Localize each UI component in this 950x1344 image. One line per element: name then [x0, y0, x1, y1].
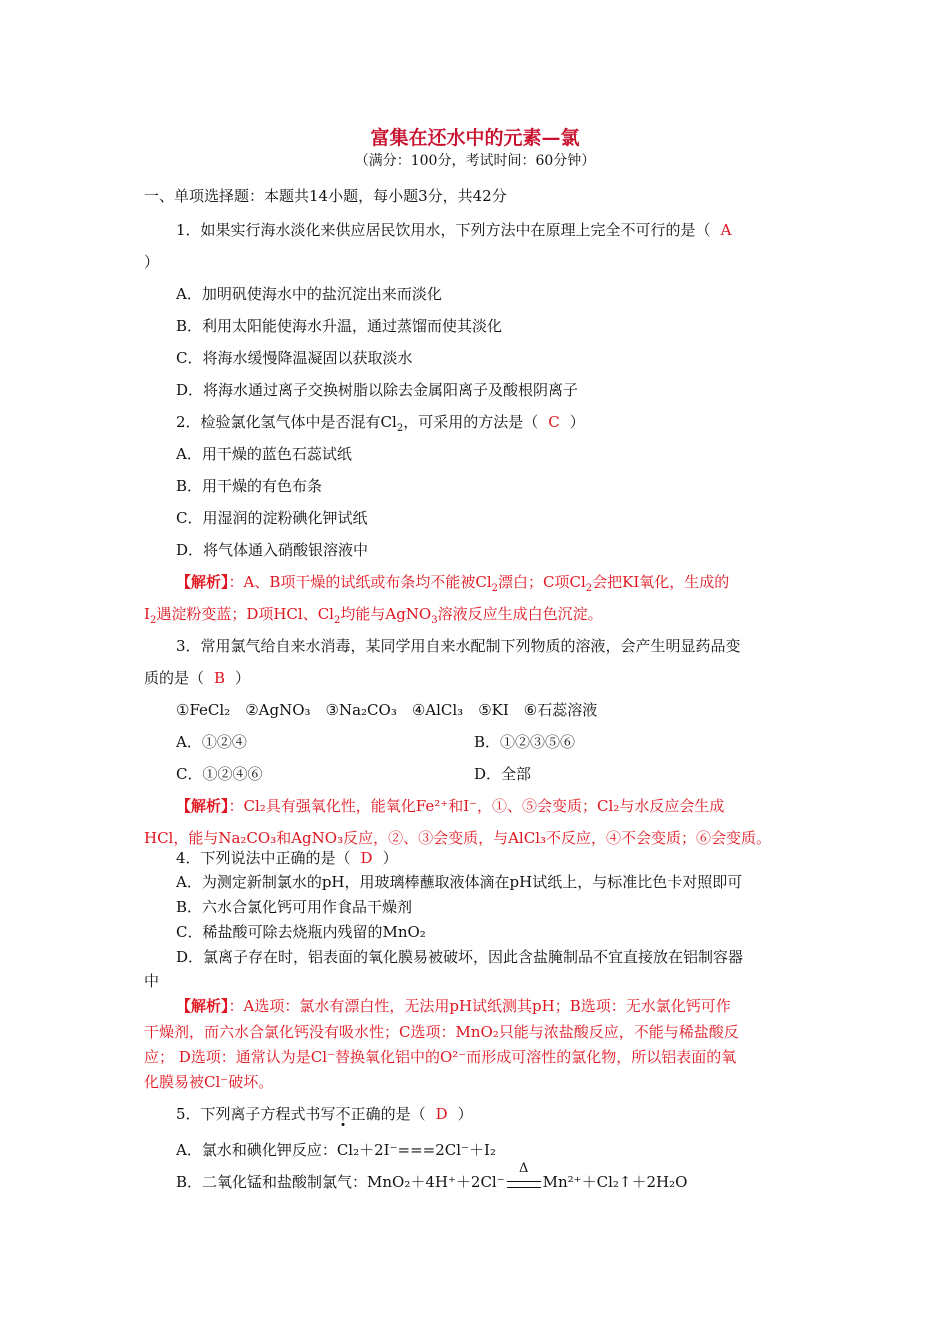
q2-analysis-text-6: 均能与AgNO — [340, 605, 432, 623]
q4-stem-close: ） — [382, 849, 398, 867]
q3-stem-text: 质的是（ — [144, 669, 205, 687]
q2-analysis-text-3: 会把KI氧化，生成的 — [592, 573, 730, 591]
q3-option-c: C．①②④⑥ — [176, 765, 263, 783]
q3-stem-line2 — [144, 668, 808, 688]
q1-stem-text: 1．如果实行海水淡化来供应居民饮用水，下列方法中在原理上完全不可行的是（ — [176, 221, 711, 239]
q2-option-a: A．用干燥的蓝色石蕊试纸 — [176, 445, 352, 463]
q2-analysis-line1: 【解析】：A、B项干燥的试纸或布条均不能被$Cl_2$漂白；C项$Cl_2$会把KI氧化，生成的 — [176, 573, 730, 594]
q4-analysis-line3: 应； D选项：通常认为是Cl⁻替换氧化铝中的O²⁻而形成可溶性的氯化物，所以铝表面的氧 — [144, 1048, 737, 1066]
q3-analysis-line2: HCl，能与Na₂CO₃和AgNO₃反应，②、③会变质，与AlCl₃不反应，④不会变质；⑥会变质。 — [144, 829, 772, 847]
q3-analysis-line1 — [176, 796, 840, 816]
q2-analysis-text-2: 漂白；C项Cl — [498, 573, 586, 591]
q2-stem-close: ） — [569, 413, 585, 431]
q4-analysis-line1 — [176, 996, 840, 1016]
q3-option-a: A．①②④ — [176, 733, 247, 751]
exam-info: （满分：100分，考试时间：60分钟） — [354, 153, 596, 169]
q1-option-b: B．利用太阳能使海水升温，通过蒸馏而使其淡化 — [176, 317, 503, 335]
q1-option-d: D．将海水通过离子交换树脂以除去金属阳离子及酸根阴离子 — [176, 381, 579, 399]
q2-analysis-text-7: 溶液反应生成白色沉淀。 — [437, 605, 603, 623]
q2-stem: 2．检验氯化氢气体中是否混有$Cl_2$，可采用的方法是（ C ） — [176, 413, 585, 434]
q5-option-b-right: Mn²⁺＋Cl₂↑＋2H₂O — [542, 1173, 688, 1191]
q5-stem-text-2: 正确的是（ — [350, 1105, 426, 1123]
q1-stem-close: ） — [144, 253, 160, 271]
q2-analysis-text-5: 遇淀粉变蓝；D项HCl、Cl — [156, 605, 334, 623]
q1-option-a: A．加明矾使海水中的盐沉淀出来而淡化 — [176, 285, 442, 303]
q2-analysis-text-4: I — [144, 605, 150, 623]
q5-option-a: A．氯水和碘化钾反应：Cl₂＋2I⁻===2Cl⁻＋I₂ — [176, 1141, 496, 1159]
q3-items: ①FeCl₂ ②AgNO₃ ③Na₂CO₃ ④AlCl₃ ⑤KI ⑥石蕊溶液 — [176, 701, 598, 719]
section-heading: 一、单项选择题：本题共14小题，每小题3分，共42分 — [144, 187, 507, 205]
q4-option-b: B．六水合氯化钙可用作食品干燥剂 — [176, 898, 413, 916]
q2-analysis-line2: $I_2$遇淀粉变蓝；D项HCl、$Cl_2$均能与AgNO$_3$溶液反应生成白色沉淀。 — [144, 605, 603, 626]
q1-answer: A — [720, 221, 732, 239]
q2-option-c: C．用湿润的淀粉碘化钾试纸 — [176, 509, 368, 527]
q4-analysis-line4: 化膜易被Cl⁻破坏。 — [144, 1073, 274, 1091]
q5-stem-close: ） — [457, 1105, 473, 1123]
q4-answer: D — [360, 849, 373, 867]
q5-stem — [176, 1104, 840, 1124]
q4-option-a: A．为测定新制氯水的pH，用玻璃棒蘸取液体滴在pH试纸上，与标准比色卡对照即可 — [176, 873, 743, 891]
document-title: 富集在还水中的元素—氯 — [370, 127, 580, 149]
q3-answer: B — [214, 669, 226, 687]
q4-stem — [176, 848, 840, 868]
q3-stem-close: ） — [235, 669, 251, 687]
heat-equals-sign — [507, 1161, 541, 1192]
q4-analysis-tag: 【解析】 — [176, 997, 229, 1015]
q2-stem-text: 2．检验氯化氢气体中是否混有Cl — [176, 413, 397, 431]
q3-analysis-tag: 【解析】 — [176, 797, 229, 815]
q1-stem — [176, 220, 840, 240]
q2-analysis-tag: 【解析】 — [176, 573, 229, 591]
q4-analysis-text: ：A选项：氯水有漂白性，无法用pH试纸测其pH；B选项：无水氯化钙可作 — [228, 997, 731, 1015]
q4-option-d-cont: 中 — [144, 972, 160, 990]
q5-option-b-left: B．二氧化锰和盐酸制氯气：MnO₂＋4H⁺＋2Cl⁻ — [176, 1173, 505, 1191]
heat-triangle-icon: Δ — [518, 1161, 529, 1176]
q2-answer: C — [548, 413, 560, 431]
q5-option-b — [176, 1161, 840, 1192]
q3-option-d: D．全部 — [474, 765, 532, 783]
q2-stem-text-2: ，可采用的方法是（ — [403, 413, 539, 431]
q3-analysis-text: ：Cl₂具有强氧化性，能氧化Fe²⁺和I⁻，①、⑤会变质；Cl₂与水反应会生成 — [228, 797, 725, 815]
q4-option-d: D．氯离子存在时，铝表面的氧化膜易被破坏，因此含盐腌制品不宜直接放在铝制容器 — [176, 948, 744, 966]
q2-option-b: B．用干燥的有色布条 — [176, 477, 323, 495]
q4-option-c: C．稀盐酸可除去烧瓶内残留的MnO₂ — [176, 923, 426, 941]
q2-option-d: D．将气体通入硝酸银溶液中 — [176, 541, 369, 559]
q3-stem-line1: 3．常用氯气给自来水消毒，某同学用自来水配制下列物质的溶液，会产生明显药品变 — [176, 637, 741, 655]
q5-answer: D — [435, 1105, 448, 1123]
q4-analysis-line2: 干燥剂，而六水合氯化钙没有吸水性；C选项：MnO₂只能与浓盐酸反应，不能与稀盐酸反 — [144, 1023, 739, 1041]
q5-stem-text: 5．下列离子方程式书写 — [176, 1105, 336, 1123]
q3-option-b: B．①②③⑤⑥ — [474, 733, 576, 751]
q1-option-c: C．将海水缓慢降温凝固以获取淡水 — [176, 349, 413, 367]
q2-analysis-text: ：A、B项干燥的试纸或布条均不能被Cl — [228, 573, 492, 591]
q4-stem-text: 4．下列说法中正确的是（ — [176, 849, 351, 867]
q5-emphasis-not: 不 — [335, 1105, 351, 1123]
